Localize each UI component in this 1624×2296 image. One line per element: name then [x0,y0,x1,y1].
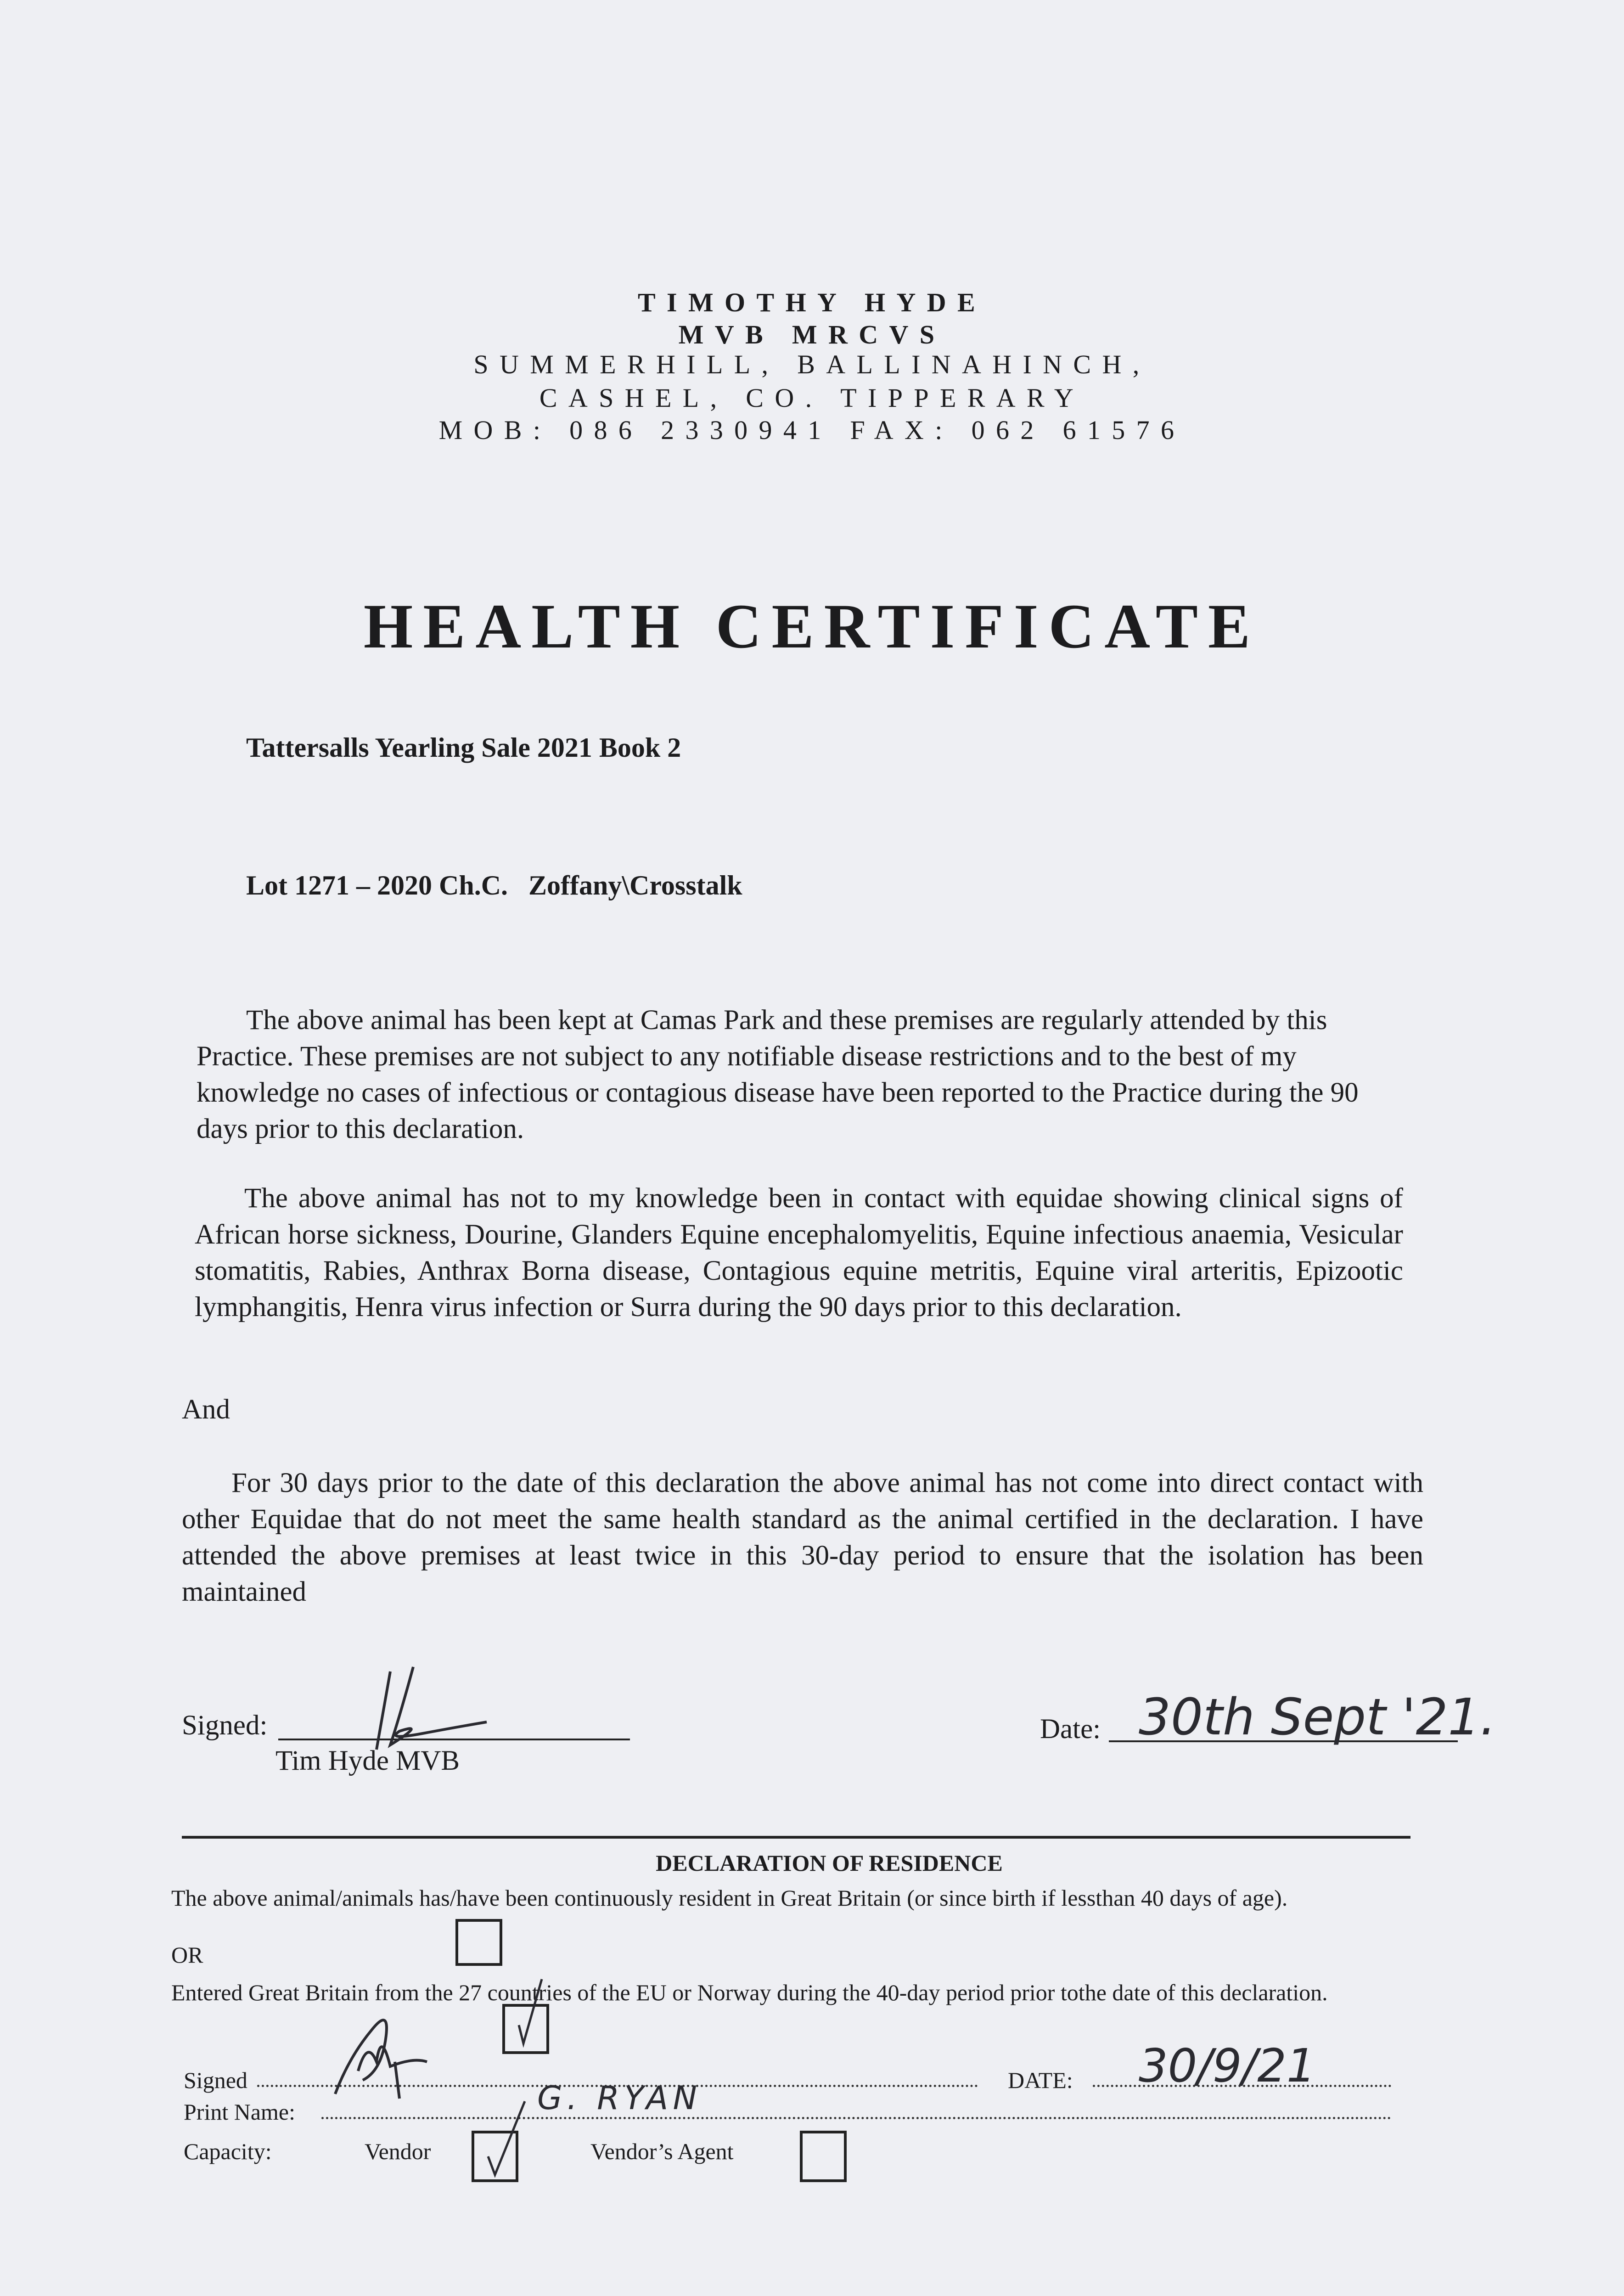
vendor-checkbox[interactable] [472,2131,518,2182]
paragraph-premises: The above animal has been kept at Camas Park and these premises are regularly attended by this Practice. These premises are not subject to any notifiable disease restrictions and to the best of my knowledge no cases of infectious or contagious disease have been reported to the Practice during the 90 days prior to this declaration. [197,1005,1359,1144]
sale-name: Tattersalls Yearling Sale 2021 Book 2 [246,732,681,763]
paragraph-contact-disease: The above animal has not to my knowledge been in contact with equidae showing clinical signs of African horse sickness, Dourine, Glanders Equine encephalomyelitis, Equine infectious anaemia, Vesicular stomatitis, Rabies, Anthrax Borna disease, Contagious equine metritis, Equine viral arteritis, Epizootic lymphangitis, Henra virus infection or Surra during the 90 days prior to this declaration. [195,1183,1403,1322]
or-label: OR [171,1942,203,1968]
section-divider [182,1836,1410,1839]
declaration-option2-text: Entered Great Britain from the 27 countries of the EU or Norway during the 40-day period prior tothe date of this declaration. [171,1980,1328,2005]
signed-label: Signed: [182,1710,268,1741]
letterhead-name: TIMOTHY HYDE [637,287,987,317]
letterhead-contact: MOB: 086 2330941 FAX: 062 61576 [438,415,1186,445]
checkmark-icon [479,2101,534,2184]
paragraph-and: And [182,1394,230,1425]
option1-checkbox[interactable] [455,1919,502,1966]
paragraph-isolation: For 30 days prior to the date of this declaration the above animal has not come into direct contact with other Equidae that do not meet the same health standard as the animal certified in the declaration. I have attended the above premises at least twice in this 30-day period to ensure that the isolation has been maintained [182,1468,1423,1607]
signatory-name: Tim Hyde MVB [275,1745,460,1776]
capacity-label: Capacity: [184,2138,272,2164]
vendor-signature [321,2002,441,2108]
vendor-label: Vendor [365,2138,431,2164]
date-label: Date: [1040,1714,1101,1745]
letterhead-qualifications: MVB MRCVS [678,320,946,349]
date-handwritten: 30th Sept '21. [1139,1688,1496,1746]
declaration-date-handwritten: 30/9/21 [1139,2039,1316,2093]
vendor-agent-label: Vendor’s Agent [590,2138,734,2164]
print-name-label: Print Name: [184,2099,296,2125]
document-title: HEALTH CERTIFICATE [363,591,1261,661]
vendor-agent-checkbox[interactable] [800,2131,847,2182]
declaration-heading: DECLARATION OF RESIDENCE [656,1850,1003,1876]
print-name-handwritten: G. RYAN [537,2079,702,2117]
checkmark-icon [510,1979,556,2053]
letterhead-address-2: CASHEL, CO. TIPPERARY [539,383,1085,413]
declaration-option1-text: The above animal/animals has/have been continuously resident in Great Britain (or since birth if lessthan 40 days of age). [171,1885,1288,1911]
letterhead-address-1: SUMMERHILL, BALLINAHINCH, [473,349,1151,379]
declaration-date-label: DATE: [1008,2067,1073,2093]
option2-checkbox[interactable] [502,2004,549,2054]
lot-details: Lot 1271 – 2020 Ch.C. Zoffany\Crosstalk [246,870,742,900]
declaration-signed-label: Signed [184,2067,247,2093]
